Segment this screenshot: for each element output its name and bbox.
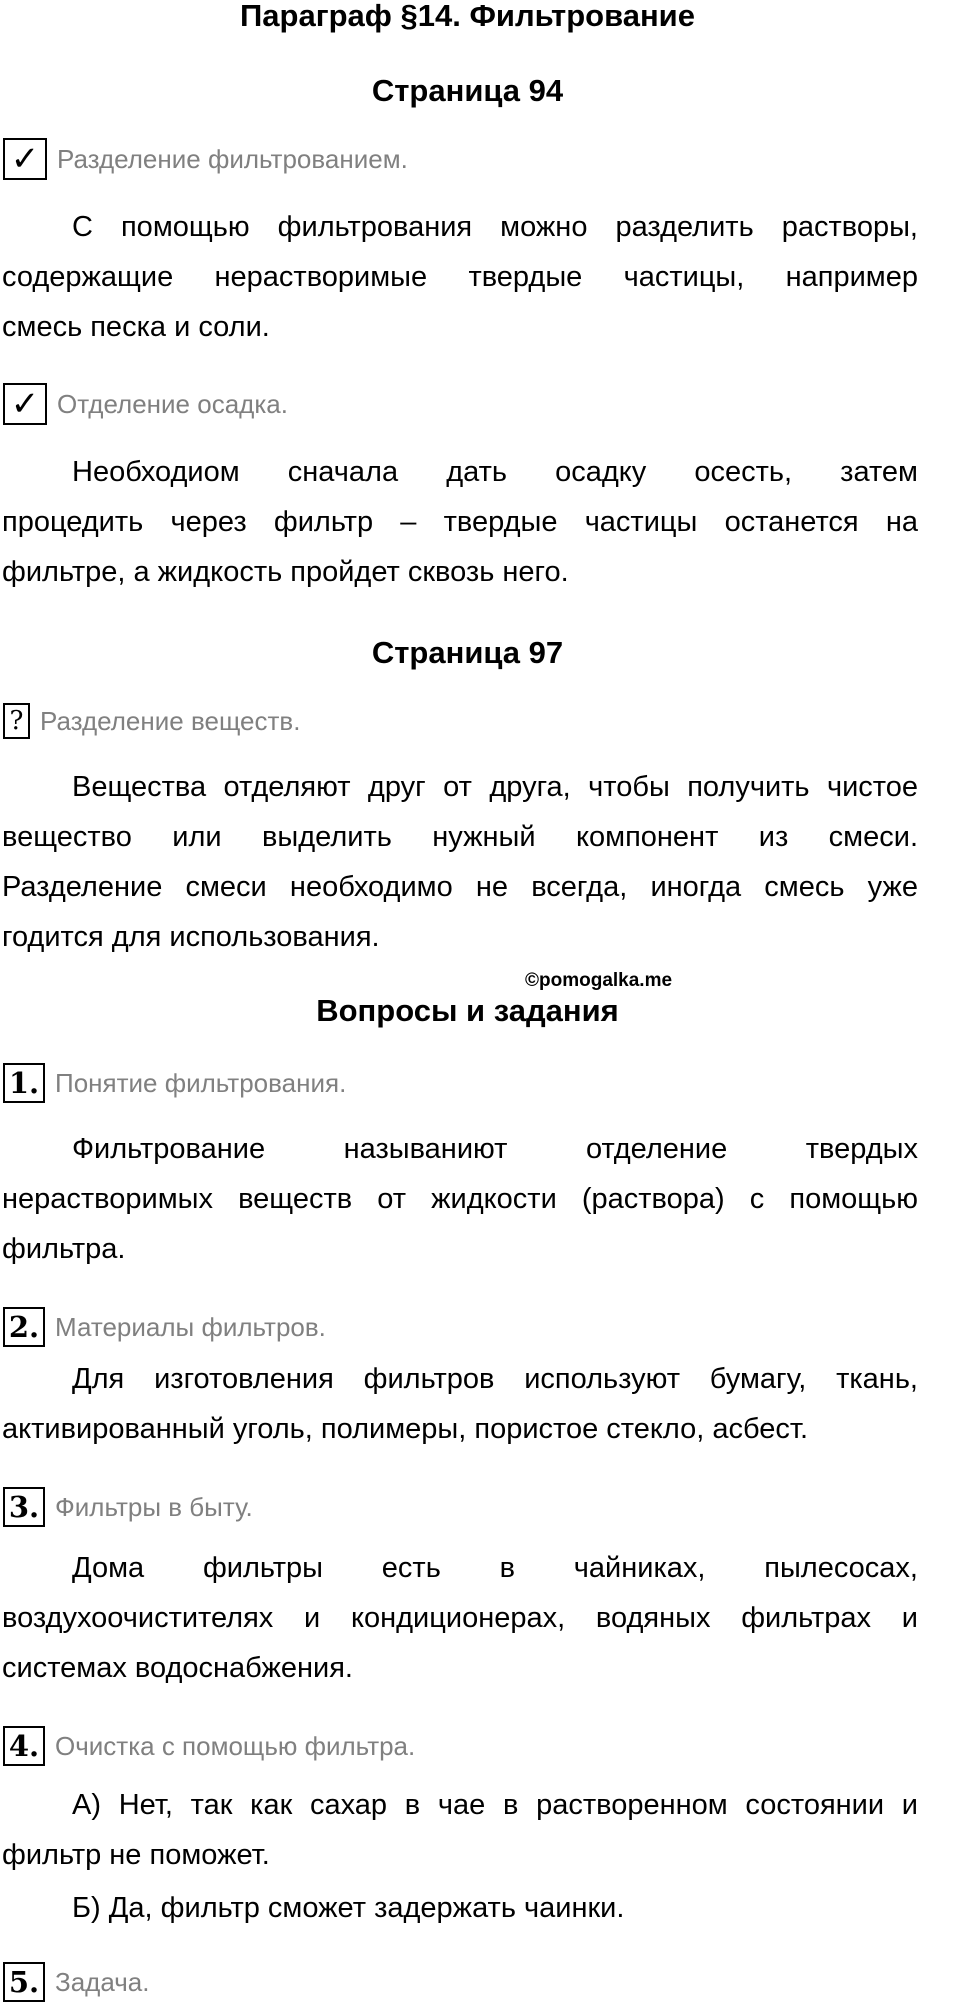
question-mark-icon: ? xyxy=(3,703,30,739)
answer-paragraph: Необходиом сначала дать осадку осесть, затем процедить через фильтр – твердые частицы останется на фильтре, а жидкость пройдет сквозь него. xyxy=(2,456,918,588)
question-number: 2. xyxy=(3,1307,45,1347)
topic-label: Материалы фильтров. xyxy=(55,1311,326,1342)
question-number: 3. xyxy=(3,1487,45,1527)
question-header-4 xyxy=(0,1720,415,1772)
topic-label: Понятие фильтрования. xyxy=(55,1067,347,1098)
answer-paragraph: Для изготовления фильтров используют бумагу, ткань, активированный уголь, полимеры, пористое стекло, асбест. xyxy=(2,1363,918,1445)
checkmark-icon: ✓ xyxy=(3,383,47,425)
topic-label: Очистка с помощью фильтра. xyxy=(55,1730,416,1761)
question-header-3 xyxy=(0,1481,253,1533)
section-heading-questions: Вопросы и задания xyxy=(316,993,619,1028)
question-number: 5. xyxy=(3,1962,45,2002)
section-heading-page-94: Страница 94 xyxy=(371,73,564,108)
answer-paragraph: А) Нет, так как сахар в чае в растворенном состоянии и фильтр не поможет. xyxy=(2,1789,918,1871)
topic-label: Задача. xyxy=(55,1966,150,1997)
topic-label: Фильтры в быту. xyxy=(55,1491,253,1522)
item-header-separation-filtration xyxy=(0,133,408,185)
watermark: ©pomogalka.me xyxy=(525,970,673,991)
answer-paragraph: С помощью фильтрования можно разделить растворы, содержащие нерастворимые твердые частицы, например смесь песка и соли. xyxy=(2,211,918,343)
checkmark-icon: ✓ xyxy=(3,138,47,180)
item-header-substance-separation xyxy=(0,695,300,747)
section-heading-page-97: Страница 97 xyxy=(371,635,564,670)
question-header-1 xyxy=(0,1057,346,1109)
topic-label: Отделение осадка. xyxy=(57,388,288,419)
question-header-2 xyxy=(0,1301,326,1353)
answer-paragraph: Дома фильтры есть в чайниках, пылесосах, воздухоочистителях и кондиционерах, водяных фильтрах и системах водоснабжения. xyxy=(2,1552,918,1684)
item-header-sediment xyxy=(0,378,288,430)
answer-paragraph: Б) Да, фильтр сможет задержать чаинки. xyxy=(72,1892,625,1924)
answer-paragraph: Фильтрование называниют отделение твердых нерастворимых веществ от жидкости (раствора) с помощью фильтра. xyxy=(2,1133,918,1265)
page-title: Параграф §14. Фильтрование xyxy=(240,0,695,33)
topic-label: Разделение веществ. xyxy=(40,705,301,736)
question-number: 4. xyxy=(3,1726,45,1766)
question-header-5 xyxy=(0,1956,149,2008)
question-number: 1. xyxy=(3,1063,45,1103)
topic-label: Разделение фильтрованием. xyxy=(57,143,408,174)
answer-paragraph: Вещества отделяют друг от друга, чтобы получить чистое вещество или выделить нужный компонент из смеси. Разделение смеси необходимо не всегда, иногда смесь уже годится для использования. xyxy=(2,771,918,953)
